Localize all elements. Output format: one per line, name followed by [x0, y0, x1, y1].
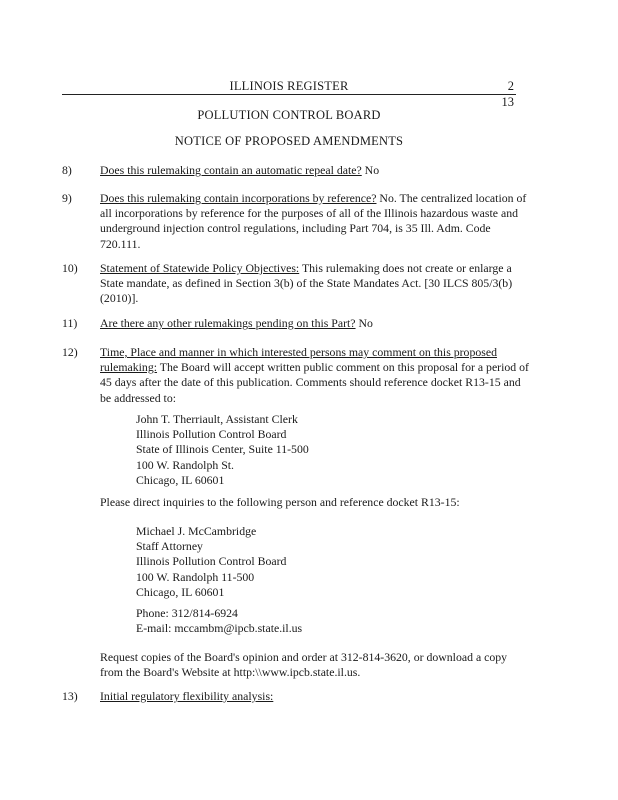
page-number: 2	[507, 79, 514, 93]
item-8	[62, 163, 532, 178]
item-question: Initial regulatory flexibility analysis:	[100, 689, 274, 703]
item-number: 11)	[62, 316, 78, 330]
notice-heading: NOTICE OF PROPOSED AMENDMENTS	[174, 134, 404, 148]
register-title: ILLINOIS REGISTER	[229, 79, 349, 93]
address-line: Chicago, IL 60601	[136, 584, 225, 599]
item-13	[62, 689, 532, 704]
item-body	[100, 191, 532, 252]
inquiries-text: Please direct inquiries to the following person and reference docket R13-15:	[100, 495, 460, 509]
item-answer: This rulemaking does not create or enlarge a State mandate, as defined in Section 3(b) of the State Mandates Act. [30 ILCS 805/3(b) (2010)].	[100, 261, 513, 306]
item-question: Does this rulemaking contain incorporations by reference?	[100, 191, 377, 205]
item-question: Statement of Statewide Policy Objectives:	[100, 261, 300, 275]
contact-block	[136, 606, 302, 636]
clerk-address	[136, 412, 309, 488]
item-question: Time, Place and manner in which interested persons may comment on this proposed rulemaking:	[100, 345, 497, 375]
inquiries-paragraph	[100, 495, 530, 510]
item-body	[100, 261, 532, 307]
attorney-address	[136, 524, 286, 600]
item-number: 9)	[62, 191, 72, 205]
request-paragraph	[100, 650, 530, 680]
request-line: from the Board's Website at http:\\www.ipcb.state.il.us.	[100, 665, 361, 680]
address-line: Illinois Pollution Control Board	[136, 554, 287, 569]
address-line: Michael J. McCambridge	[136, 524, 257, 538]
address-line: Chicago, IL 60601	[136, 472, 225, 487]
item-number: 13)	[62, 689, 78, 703]
item-answer: No. The centralized location of all incorporations by reference for the purposes of all of the Illinois hazardous waste and underground injection control regulations, including Part 704, is 35 Ill. Adm. Code 720.111.	[100, 191, 527, 251]
item-body	[100, 689, 532, 704]
item-11	[62, 316, 532, 331]
item-body	[100, 345, 532, 406]
item-question: Are there any other rulemakings pending on this Part?	[100, 316, 356, 330]
address-line: John T. Therriault, Assistant Clerk	[136, 412, 298, 426]
volume-number: 13	[501, 95, 514, 109]
header-rule	[62, 94, 516, 95]
item-question: Does this rulemaking contain an automatic repeal date?	[100, 163, 362, 177]
item-answer: No	[355, 316, 373, 330]
item-answer: The Board will accept written public comment on this proposal for a period of 45 days after the date of this publication. Comments should reference docket R13-15 and be addressed to:	[100, 360, 529, 405]
item-answer: No	[361, 163, 380, 177]
address-line: State of Illinois Center, Suite 11-500	[136, 442, 309, 457]
address-line: Staff Attorney	[136, 539, 203, 554]
board-heading: POLLUTION CONTROL BOARD	[197, 108, 381, 122]
item-body	[100, 316, 532, 331]
address-line: 100 W. Randolph St.	[136, 457, 234, 472]
item-number: 10)	[62, 261, 78, 275]
item-number: 8)	[62, 163, 72, 177]
item-body	[100, 163, 532, 178]
item-10	[62, 261, 532, 307]
item-12	[62, 345, 532, 406]
item-number: 12)	[62, 345, 78, 359]
item-9	[62, 191, 532, 252]
address-line: 100 W. Randolph 11-500	[136, 569, 255, 584]
phone-line: Phone: 312/814-6924	[136, 606, 238, 620]
email-line: E-mail: mccambm@ipcb.state.il.us	[136, 621, 303, 636]
request-line: Request copies of the Board's opinion and order at 312-814-3620, or download a copy	[100, 650, 508, 664]
address-line: Illinois Pollution Control Board	[136, 427, 287, 442]
